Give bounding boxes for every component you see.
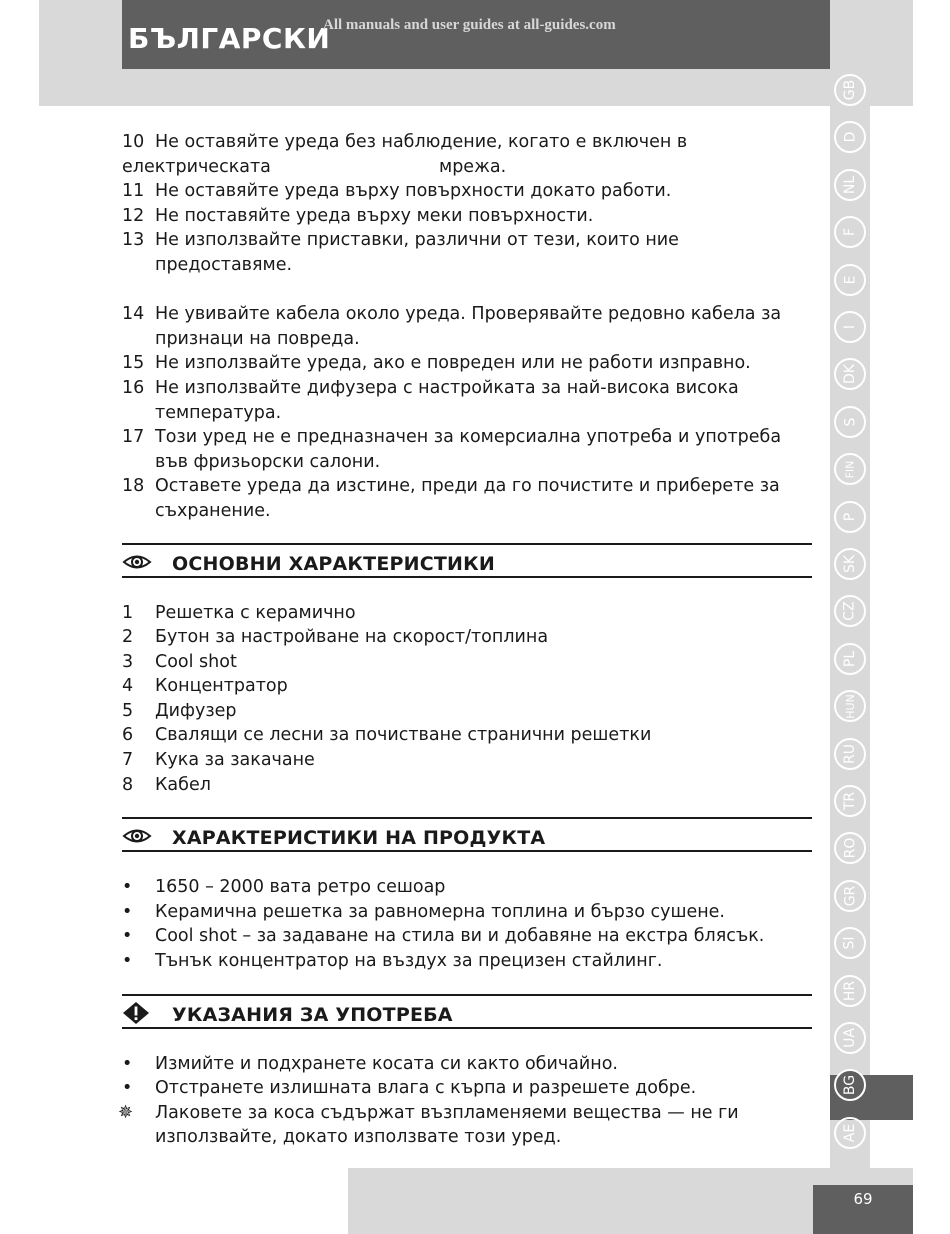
section-heading-usage [122, 994, 812, 1029]
language-tab-label: BG [842, 1074, 858, 1096]
list-item-continued [122, 155, 812, 180]
item-text: Свалящи се лесни за почистване странични решетки [155, 725, 652, 746]
item-text: Решетка с керамично [155, 602, 356, 623]
language-tab-label: HR [841, 980, 858, 1002]
language-tab-f[interactable] [834, 216, 866, 248]
item-text: Кабел [155, 774, 211, 795]
language-tab-label: RU [841, 744, 858, 764]
list-item [122, 773, 812, 798]
item-number: 11 [122, 181, 145, 202]
language-tab-si[interactable] [834, 927, 866, 959]
list-item [122, 748, 812, 773]
item-text: Измийте и подхранете косата си както обичайно. [155, 1053, 618, 1074]
language-tab-tr[interactable] [834, 785, 866, 817]
language-tab-i[interactable] [834, 311, 866, 343]
item-number: 4 [122, 676, 134, 697]
section-title: ОСНОВНИ ХАРАКТЕРИСТИКИ [172, 552, 495, 575]
item-text: Не използвайте дифузера с настройката за най-висока висока температура. [155, 377, 739, 423]
item-text: Тънък концентратор на въздух за прецизен стайлинг. [155, 951, 663, 972]
language-tab-ru[interactable] [834, 738, 866, 770]
bullet-item [122, 924, 812, 949]
language-tab-label: SI [841, 936, 858, 950]
item-number: 17 [122, 427, 145, 448]
language-tab-label: NL [842, 175, 858, 195]
language-tab-bg[interactable] [834, 1069, 866, 1101]
language-tab-label: P [841, 512, 858, 522]
item-text: Керамична решетка за равномерна топлина и бързо сушене. [155, 901, 725, 922]
list-item [122, 699, 812, 724]
language-tab-label: CZ [842, 601, 858, 621]
flammable-star-icon: ✵ [118, 1101, 134, 1123]
language-tab-s[interactable] [834, 406, 866, 438]
list-item [122, 302, 812, 351]
language-tab-label: D [842, 131, 858, 143]
item-text: Cool shot – за задаване на стила ви и добавяне на екстра блясък. [155, 926, 765, 947]
item-text: Лаковете за коса съдържат възпламеняеми вещества — не ги използвайте, докато използвате този уред. [155, 1102, 739, 1148]
warning-item [118, 1101, 812, 1150]
language-tab-label: AE [842, 1123, 858, 1143]
list-item [122, 376, 812, 425]
list-item [122, 179, 812, 204]
list-item [122, 625, 812, 650]
bullet-dot: • [122, 1078, 133, 1099]
item-text: мрежа. [439, 156, 507, 177]
bullet-dot: • [122, 1053, 133, 1074]
item-number: 14 [122, 304, 145, 325]
language-tab-gb[interactable] [834, 74, 866, 106]
item-number: 5 [122, 700, 134, 721]
item-text: 1650 – 2000 вата ретро сешоар [155, 877, 446, 898]
language-tab-sk[interactable] [834, 548, 866, 580]
language-tab-p[interactable] [834, 501, 866, 533]
watermark: All manuals and user guides at all-guides.com [323, 17, 616, 33]
item-text: електрическата [122, 156, 271, 177]
language-tab-label: GB [841, 79, 858, 101]
item-text: Не оставяйте уреда върху повърхности докато работи. [155, 181, 672, 202]
section-title: УКАЗАНИЯ ЗА УПОТРЕБА [172, 1003, 453, 1026]
section-heading-product [122, 817, 812, 852]
section-title: ХАРАКТЕРИСТИКИ НА ПРОДУКТА [172, 827, 546, 850]
list-item [122, 425, 812, 474]
list-item [122, 474, 812, 523]
language-tab-d[interactable] [834, 121, 866, 153]
language-tab-label: UA [841, 1028, 858, 1048]
bullet-item [122, 875, 812, 900]
item-number: 1 [122, 602, 134, 623]
eye-icon [122, 551, 152, 573]
language-tab-label: GR [841, 885, 858, 907]
language-tab-ro[interactable] [834, 832, 866, 864]
language-tab-label: I [841, 324, 858, 330]
item-text: Не използвайте приставки, различни от тези, които ние предоставяме. [155, 230, 679, 275]
bullet-item [122, 900, 812, 925]
language-tab-hun[interactable] [834, 690, 866, 722]
language-tab-pl[interactable] [834, 643, 866, 675]
language-tab-label: RO [842, 837, 858, 859]
language-tab-e[interactable] [834, 264, 866, 296]
item-number: 10 [122, 132, 145, 152]
item-number: 15 [122, 353, 145, 374]
item-number: 7 [122, 750, 134, 771]
language-tab-gr[interactable] [834, 880, 866, 912]
item-text: Концентратор [155, 676, 288, 697]
language-tab-label: PL [842, 650, 858, 668]
list-item [122, 351, 812, 376]
item-number: 8 [122, 774, 134, 795]
eye-icon [122, 825, 152, 847]
item-number: 12 [122, 205, 145, 226]
bullet-item [122, 1076, 812, 1101]
language-title: БЪЛГАРСКИ [128, 22, 331, 55]
item-text: Не използвайте уреда, ако е повреден или не работи изправно. [155, 353, 751, 374]
language-tab-ae[interactable] [834, 1117, 866, 1149]
language-tab-label: SK [841, 554, 858, 574]
language-tab-label: F [842, 227, 858, 237]
item-text: Cool shot [155, 651, 237, 672]
item-text: Не оставяйте уреда без наблюдение, когато е включен в [155, 132, 688, 152]
bullet-dot: • [122, 877, 133, 898]
main-content [118, 130, 812, 1150]
item-text: Отстранете излишната влага с кърпа и разрешете добре. [155, 1078, 697, 1099]
item-number: 13 [122, 230, 145, 251]
bullet-item [122, 949, 812, 974]
page-number: 69 [853, 1190, 873, 1208]
bullet-dot: • [122, 926, 133, 947]
list-item [122, 601, 812, 626]
item-text: Този уред не е предназначен за комерсиална употреба и употреба във фризьорски салони. [155, 427, 782, 472]
bullet-dot: • [122, 951, 133, 972]
item-text: Не поставяйте уреда върху меки повърхности. [155, 205, 594, 226]
language-tab-label: DK [842, 364, 858, 384]
bullet-item [122, 1052, 812, 1077]
item-number: 6 [122, 725, 134, 746]
active-tab-extension [870, 1075, 913, 1120]
language-tab-label: HUN [843, 693, 857, 719]
language-tab-cz[interactable] [834, 595, 866, 627]
bullet-dot: • [122, 901, 133, 922]
language-tab-hr[interactable] [834, 975, 866, 1007]
section-heading-features [122, 543, 812, 578]
language-tab-ua[interactable] [834, 1022, 866, 1054]
item-text: Бутон за настройване на скорост/топлина [155, 627, 549, 648]
language-tab-label: S [841, 417, 858, 427]
item-number: 16 [122, 377, 145, 398]
language-tab-dk[interactable] [834, 358, 866, 390]
warning-diamond-icon [122, 1001, 152, 1025]
item-text: Не увивайте кабела около уреда. Проверявайте редовно кабела за признаци на повреда. [155, 304, 782, 349]
item-text: Кука за закачане [155, 750, 315, 771]
language-tab-nl[interactable] [834, 169, 866, 201]
language-tab-label: TR [842, 791, 858, 811]
item-text: Оставете уреда да изстине, преди да го почистите и приберете за съхранение. [155, 476, 780, 521]
item-number: 18 [122, 476, 145, 497]
list-item [122, 130, 812, 155]
item-number: 2 [122, 627, 134, 648]
list-item [122, 650, 812, 675]
item-text: Дифузер [155, 700, 237, 721]
list-item [122, 674, 812, 699]
list-item [122, 723, 812, 748]
list-item [122, 228, 812, 277]
language-tab-fin[interactable] [834, 453, 866, 485]
language-tab-label: FIN [843, 460, 857, 478]
language-tab-label: E [841, 275, 858, 285]
list-item [122, 204, 812, 229]
item-number: 3 [122, 651, 134, 672]
